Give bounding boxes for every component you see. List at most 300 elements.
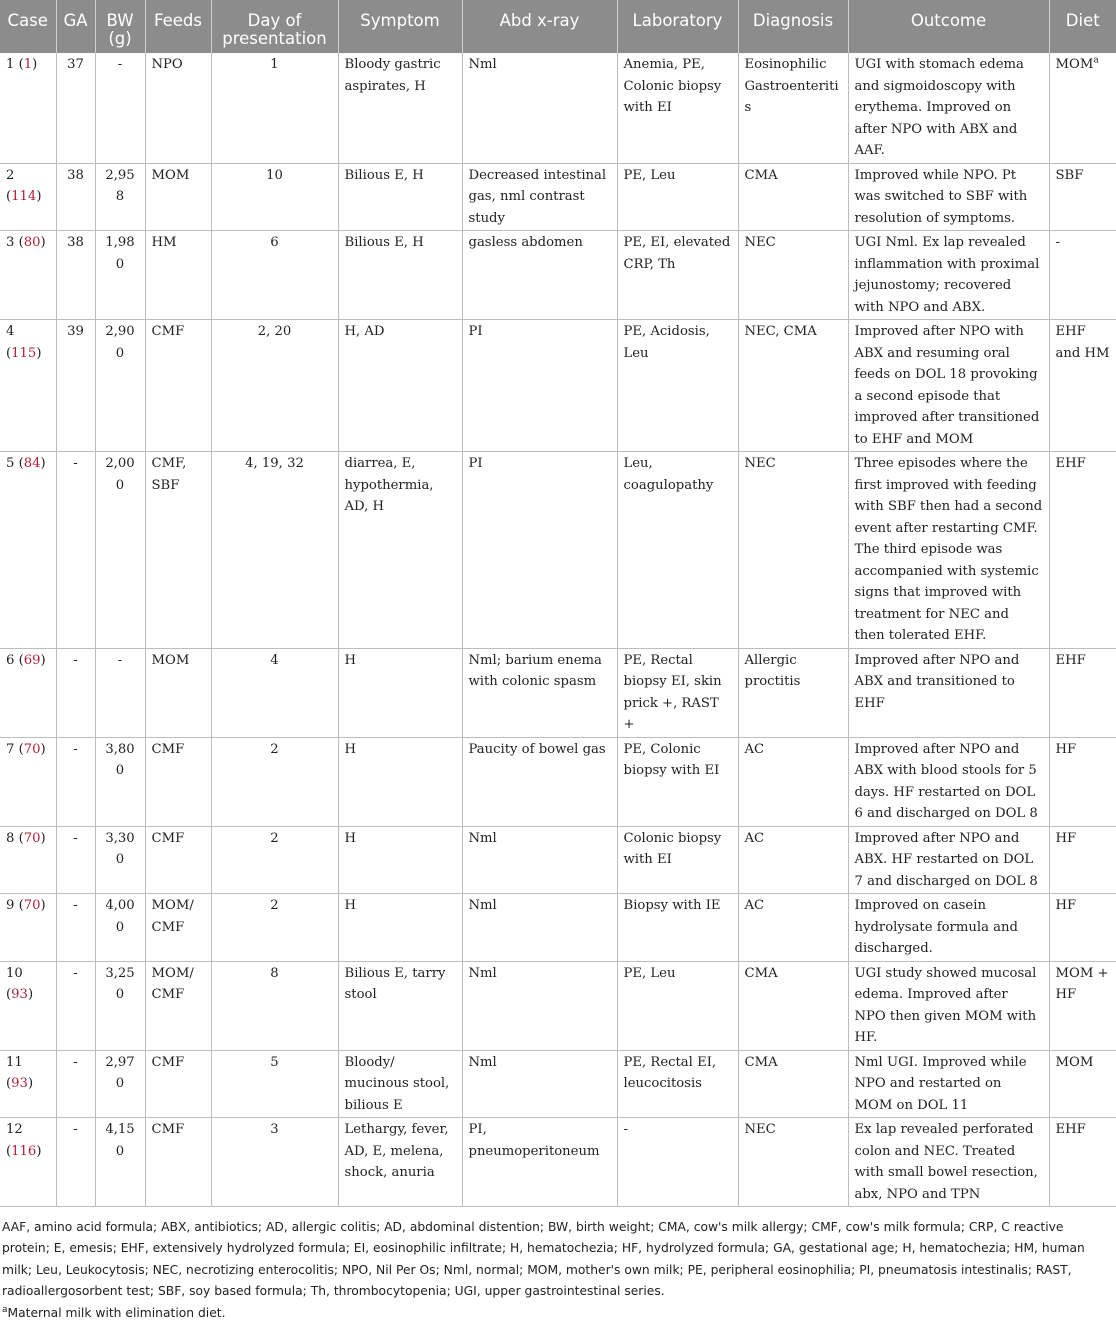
day-value: 2	[270, 830, 279, 846]
cell-xray	[462, 894, 617, 962]
cell-day	[211, 452, 338, 649]
case-number: 8	[6, 830, 15, 846]
lab-value: PE, Rectal biopsy EI, skin prick +, RAST +	[623, 652, 722, 732]
day-value: 6	[270, 235, 279, 250]
xray-value: Nml	[468, 965, 497, 981]
cell-xray	[462, 1050, 617, 1118]
case-number: 10	[6, 965, 23, 981]
cell-diet	[1049, 826, 1116, 894]
feeds-value: CMF	[151, 830, 185, 846]
reference-link[interactable]: 1	[23, 57, 33, 72]
day-value: 1	[270, 57, 279, 72]
symptom-value: H	[344, 898, 357, 913]
table-row	[0, 1118, 1116, 1207]
reference-link[interactable]: 70	[23, 898, 41, 913]
cell-diet	[1049, 231, 1116, 320]
cell-feeds	[145, 163, 211, 231]
bw-value: 4,000	[105, 898, 135, 935]
feeds-value: MOM/ CMF	[151, 898, 194, 935]
cell-outcome	[848, 231, 1049, 320]
diagnosis-value: AC	[744, 741, 765, 757]
diagnosis-value: NEC	[744, 235, 776, 250]
ga-value: -	[73, 456, 78, 471]
cell-bw	[95, 737, 145, 826]
table-row	[0, 737, 1116, 826]
header-bw: BW (g)	[95, 0, 145, 53]
cell-day	[211, 737, 338, 826]
cell-diagnosis	[738, 163, 848, 231]
diet-footnote	[2, 1303, 1114, 1324]
footnote-mark: a	[2, 1304, 8, 1315]
diagnosis-value: CMA	[744, 1054, 778, 1070]
table-row	[0, 231, 1116, 320]
cell-diagnosis	[738, 826, 848, 894]
abbreviations-note: AAF, amino acid formula; ABX, antibiotics; AD, allergic colitis; AD, abdominal distention; BW, birth weight; CMA, cow's milk allergy; CMF, cow's milk formula; CRP, C reactive protein; E, emesis; EHF, extensively hydrolyzed formula; EI, eosinophilic infiltrate; H, hematochezia; HF, hydrolyzed formula; GA, gestational age; H, hematochezia; HM, human milk; Leu, Leukocytosis; NEC, necrotizing enterocolitis; NPO, Nil Per Os; Nml, normal; MOM, mother's own milk; PE, peripheral eosinophilia; PI, pneumatosis intestinalis; RAST, radioallergosorbent test; SBF, soy based formula; Th, thrombocytopenia; UGI, upper gastrointestinal series.	[2, 1220, 1085, 1299]
header-feeds: Feeds	[145, 0, 211, 53]
cell-day	[211, 163, 338, 231]
table-row	[0, 894, 1116, 962]
cell-xray	[462, 737, 617, 826]
diagnosis-value: AC	[744, 898, 765, 913]
header-case: Case	[0, 0, 56, 53]
cell-outcome	[848, 826, 1049, 894]
cell-ga	[56, 320, 95, 452]
feeds-value: CMF	[151, 1054, 185, 1070]
diagnosis-value: NEC, CMA	[744, 324, 817, 339]
diet-value: EHF and HM	[1055, 324, 1110, 361]
case-number: 4	[6, 324, 15, 339]
cell-lab	[617, 53, 738, 163]
cell-diagnosis	[738, 53, 848, 163]
outcome-value: Three episodes where the first improved with feeding with SBF then had a second event after restarting CMF. The third episode was accompanied with systemic signs that improved with treatment for NEC and then tolerated EHF.	[854, 456, 1043, 643]
cell-feeds	[145, 648, 211, 737]
cell-case: 3 (80)	[0, 231, 56, 320]
xray-value: Paucity of bowel gas	[468, 741, 606, 757]
header-diagnosis: Diagnosis	[738, 0, 848, 53]
cell-ga	[56, 163, 95, 231]
cell-diet	[1049, 737, 1116, 826]
cell-bw	[95, 1118, 145, 1207]
cell-day	[211, 1118, 338, 1207]
cell-lab	[617, 1118, 738, 1207]
outcome-value: Nml UGI. Improved while NPO and restarted on MOM on DOL 11	[854, 1054, 1027, 1113]
cell-day	[211, 320, 338, 452]
cell-ga	[56, 648, 95, 737]
xray-value: Nml	[468, 830, 497, 846]
cell-symptom	[338, 1050, 462, 1118]
header-row	[0, 0, 1116, 53]
cell-xray	[462, 826, 617, 894]
cell-ga	[56, 737, 95, 826]
symptom-value: Lethargy, fever, AD, E, melena, shock, anuria	[344, 1122, 449, 1180]
day-value: 2	[270, 898, 279, 913]
table-row	[0, 452, 1116, 649]
reference-link[interactable]: 80	[23, 235, 41, 250]
footnote-text: Maternal milk with elimination diet.	[7, 1305, 226, 1320]
outcome-value: Improved after NPO and ABX and transitioned to EHF	[854, 652, 1020, 711]
cell-lab	[617, 961, 738, 1050]
cell-xray	[462, 1118, 617, 1207]
ga-value: -	[73, 741, 78, 757]
table-body	[0, 53, 1116, 1207]
diagnosis-value: NEC	[744, 1122, 776, 1137]
cell-bw	[95, 894, 145, 962]
case-number: 2	[6, 167, 15, 183]
cell-diagnosis	[738, 452, 848, 649]
outcome-value: Improved while NPO. Pt was switched to SBF with resolution of symptoms.	[854, 167, 1028, 226]
feeds-value: CMF	[151, 1122, 185, 1137]
ga-value: 38	[67, 235, 84, 250]
cell-diagnosis	[738, 737, 848, 826]
cell-case: 10 (93)	[0, 961, 56, 1050]
case-number: 6	[6, 652, 15, 668]
diet-value: EHF	[1055, 456, 1086, 471]
cell-bw	[95, 163, 145, 231]
cell-feeds	[145, 1050, 211, 1118]
day-value: 3	[270, 1122, 279, 1137]
diagnosis-value: AC	[744, 830, 765, 846]
cell-lab	[617, 737, 738, 826]
cell-diet	[1049, 163, 1116, 231]
bw-value: 3,250	[105, 965, 135, 1002]
lab-value: PE, Leu	[623, 167, 676, 183]
header-outcome: Outcome	[848, 0, 1049, 53]
day-value: 2, 20	[257, 324, 292, 339]
reference-link[interactable]: 70	[23, 830, 41, 846]
case-number: 11	[6, 1054, 23, 1070]
cell-bw	[95, 1050, 145, 1118]
symptom-value: diarrea, E, hypothermia, AD, H	[344, 456, 434, 514]
cell-ga	[56, 826, 95, 894]
diagnosis-value: Allergic proctitis	[744, 652, 801, 689]
lab-value: -	[623, 1122, 628, 1137]
table-row	[0, 826, 1116, 894]
cell-case: 12 (116)	[0, 1118, 56, 1207]
header-day-of-presentation: Day of presentation	[211, 0, 338, 53]
cell-bw	[95, 320, 145, 452]
cell-lab	[617, 163, 738, 231]
bw-value: 4,150	[105, 1122, 135, 1159]
cell-outcome	[848, 894, 1049, 962]
symptom-value: H	[344, 830, 357, 846]
bw-value: -	[117, 652, 123, 668]
xray-value: PI	[468, 324, 483, 339]
cell-diet	[1049, 648, 1116, 737]
table-row	[0, 648, 1116, 737]
outcome-value: UGI Nml. Ex lap revealed inflammation with proximal jejunostomy; recovered with NPO and ABX.	[854, 235, 1040, 315]
cell-case: 8 (70)	[0, 826, 56, 894]
bw-value: 2,958	[105, 167, 135, 204]
symptom-value: Bloody/ mucinous stool, bilious E	[344, 1054, 450, 1113]
cell-symptom	[338, 231, 462, 320]
cell-ga	[56, 452, 95, 649]
lab-value: Colonic biopsy with EI	[623, 830, 722, 867]
header-symptom: Symptom	[338, 0, 462, 53]
cell-symptom	[338, 320, 462, 452]
table-header	[0, 0, 1116, 53]
cell-feeds	[145, 961, 211, 1050]
cell-outcome	[848, 648, 1049, 737]
cell-xray	[462, 231, 617, 320]
cell-outcome	[848, 53, 1049, 163]
cell-diet	[1049, 894, 1116, 962]
xray-value: Nml; barium enema with colonic spasm	[468, 652, 602, 689]
cell-lab	[617, 320, 738, 452]
cell-xray	[462, 163, 617, 231]
cell-lab	[617, 894, 738, 962]
diet-value: -	[1055, 235, 1060, 250]
cell-day	[211, 894, 338, 962]
cell-symptom	[338, 826, 462, 894]
table-footnotes	[0, 1207, 1116, 1324]
cell-bw	[95, 826, 145, 894]
cell-symptom	[338, 53, 462, 163]
outcome-value: Improved after NPO and ABX with blood stools for 5 days. HF restarted on DOL 6 and discharged on DOL 8	[854, 741, 1038, 821]
cell-symptom	[338, 737, 462, 826]
cell-day	[211, 1050, 338, 1118]
diet-value: HF	[1055, 898, 1077, 913]
cell-outcome	[848, 1050, 1049, 1118]
diet-value: HF	[1055, 830, 1077, 846]
cell-symptom	[338, 961, 462, 1050]
cell-bw	[95, 648, 145, 737]
symptom-value: Bloody gastric aspirates, H	[344, 57, 441, 94]
lab-value: PE, Acidosis, Leu	[623, 324, 710, 361]
symptom-value: H	[344, 652, 357, 668]
cell-feeds	[145, 231, 211, 320]
cell-diagnosis	[738, 1118, 848, 1207]
bw-value: 2,970	[105, 1054, 135, 1091]
case-number: 5	[6, 456, 15, 471]
cell-ga	[56, 53, 95, 163]
diet-value: EHF	[1055, 1122, 1086, 1137]
cell-case: 11 (93)	[0, 1050, 56, 1118]
cell-outcome	[848, 961, 1049, 1050]
cell-symptom	[338, 163, 462, 231]
outcome-value: Improved after NPO and ABX. HF restarted on DOL 7 and discharged on DOL 8	[854, 830, 1038, 889]
cell-lab	[617, 231, 738, 320]
cell-diagnosis	[738, 961, 848, 1050]
header-diet: Diet	[1049, 0, 1116, 53]
ga-value: -	[73, 652, 78, 668]
cell-outcome	[848, 1118, 1049, 1207]
case-number: 9	[6, 898, 15, 913]
diet-value: MOM	[1055, 1054, 1094, 1070]
cell-symptom	[338, 648, 462, 737]
cell-day	[211, 648, 338, 737]
cell-outcome	[848, 163, 1049, 231]
cell-feeds	[145, 737, 211, 826]
header-laboratory: Laboratory	[617, 0, 738, 53]
reference-link[interactable]: 69	[23, 652, 41, 668]
cell-xray	[462, 320, 617, 452]
ga-value: -	[73, 898, 78, 913]
cell-symptom	[338, 1118, 462, 1207]
cell-lab	[617, 452, 738, 649]
cell-xray	[462, 53, 617, 163]
cell-day	[211, 53, 338, 163]
cell-bw	[95, 452, 145, 649]
cell-lab	[617, 648, 738, 737]
cell-outcome	[848, 737, 1049, 826]
symptom-value: H, AD	[344, 324, 385, 339]
reference-link[interactable]: 70	[23, 741, 41, 757]
cell-diet	[1049, 961, 1116, 1050]
diet-value: MOM	[1055, 57, 1094, 72]
symptom-value: Bilious E, H	[344, 167, 424, 183]
cell-bw	[95, 961, 145, 1050]
cell-ga	[56, 894, 95, 962]
reference-link[interactable]: 93	[11, 1076, 28, 1091]
case-number: 3	[6, 235, 15, 250]
lab-value: PE, Colonic biopsy with EI	[623, 741, 720, 778]
day-value: 4, 19, 32	[245, 456, 304, 471]
cell-diagnosis	[738, 648, 848, 737]
cell-diet	[1049, 452, 1116, 649]
table-row	[0, 320, 1116, 452]
cell-feeds	[145, 320, 211, 452]
cell-outcome	[848, 320, 1049, 452]
case-number: 12	[6, 1122, 23, 1137]
cell-ga	[56, 1050, 95, 1118]
reference-link[interactable]: 84	[23, 456, 41, 471]
ga-value: 37	[67, 57, 84, 72]
outcome-value: Ex lap revealed perforated colon and NEC. Treated with small bowel resection, abx, NPO and TPN	[854, 1122, 1038, 1202]
cell-diet	[1049, 1118, 1116, 1207]
feeds-value: HM	[151, 235, 177, 250]
day-value: 5	[270, 1054, 279, 1070]
diet-value: EHF	[1055, 652, 1086, 668]
feeds-value: MOM	[151, 652, 190, 668]
cell-ga	[56, 231, 95, 320]
table-row	[0, 53, 1116, 163]
diet-value: HF	[1055, 741, 1077, 757]
diagnosis-value: NEC	[744, 456, 776, 471]
cell-bw	[95, 53, 145, 163]
bw-value: -	[117, 57, 123, 72]
symptom-value: Bilious E, H	[344, 235, 424, 250]
xray-value: Nml	[468, 1054, 497, 1070]
outcome-value: Improved on casein hydrolysate formula and discharged.	[854, 898, 1018, 956]
cell-feeds	[145, 53, 211, 163]
lab-value: Leu, coagulopathy	[623, 456, 714, 493]
xray-value: PI, pneumoperitoneum	[468, 1122, 600, 1159]
cell-diet	[1049, 53, 1116, 163]
cell-feeds	[145, 1118, 211, 1207]
ga-value: -	[73, 830, 78, 846]
cell-lab	[617, 826, 738, 894]
lab-value: Anemia, PE, Colonic biopsy with EI	[623, 57, 722, 115]
cell-ga	[56, 961, 95, 1050]
day-value: 2	[270, 741, 279, 757]
diagnosis-value: CMA	[744, 965, 778, 981]
ga-value: -	[73, 1122, 78, 1137]
bw-value: 1,980	[105, 235, 135, 272]
lab-value: PE, EI, elevated CRP, Th	[623, 235, 731, 272]
cell-outcome	[848, 452, 1049, 649]
cell-symptom	[338, 894, 462, 962]
symptom-value: H	[344, 741, 357, 757]
diet-value: MOM + HF	[1055, 965, 1109, 1002]
xray-value: Decreased intestinal gas, nml contrast study	[468, 167, 607, 226]
header-ga: GA	[56, 0, 95, 53]
cell-day	[211, 231, 338, 320]
diagnosis-value: CMA	[744, 167, 778, 183]
cell-case: 7 (70)	[0, 737, 56, 826]
reference-link[interactable]: 93	[11, 987, 28, 1002]
cell-feeds	[145, 894, 211, 962]
cell-feeds	[145, 452, 211, 649]
outcome-value: UGI study showed mucosal edema. Improved after NPO then given MOM with HF.	[854, 965, 1037, 1045]
cell-lab	[617, 1050, 738, 1118]
cell-diagnosis	[738, 1050, 848, 1118]
cell-symptom	[338, 452, 462, 649]
cell-diagnosis	[738, 231, 848, 320]
case-number: 7	[6, 741, 15, 757]
ga-value: -	[73, 965, 78, 981]
ga-value: -	[73, 1054, 78, 1070]
bw-value: 2,900	[105, 324, 135, 361]
day-value: 10	[266, 167, 283, 183]
day-value: 8	[270, 965, 279, 981]
symptom-value: Bilious E, tarry stool	[344, 965, 446, 1002]
reference-link[interactable]: 114	[11, 189, 37, 204]
outcome-value: UGI with stomach edema and sigmoidoscopy with erythema. Improved on after NPO with ABX and AAF.	[854, 57, 1024, 158]
day-value: 4	[270, 652, 279, 668]
header-abd-xray: Abd x-ray	[462, 0, 617, 53]
reference-link[interactable]: 115	[11, 345, 37, 361]
cell-diagnosis	[738, 894, 848, 962]
bw-value: 2,000	[105, 456, 135, 493]
cell-bw	[95, 231, 145, 320]
cell-diagnosis	[738, 320, 848, 452]
feeds-value: MOM/ CMF	[151, 965, 194, 1002]
case-number: 1	[6, 57, 15, 72]
bw-value: 3,300	[105, 830, 135, 867]
cell-feeds	[145, 826, 211, 894]
ga-value: 38	[67, 167, 84, 183]
cell-xray	[462, 961, 617, 1050]
feeds-value: NPO	[151, 57, 183, 72]
bw-value: 3,800	[105, 741, 135, 778]
reference-link[interactable]: 116	[11, 1143, 37, 1159]
cell-case: 9 (70)	[0, 894, 56, 962]
cell-ga	[56, 1118, 95, 1207]
feeds-value: CMF, SBF	[151, 456, 187, 493]
table-row	[0, 163, 1116, 231]
ga-value: 39	[67, 324, 84, 339]
feeds-value: CMF	[151, 741, 185, 757]
feeds-value: CMF	[151, 324, 185, 339]
lab-value: PE, Leu	[623, 965, 676, 981]
cell-case: 4 (115)	[0, 320, 56, 452]
cell-diet	[1049, 320, 1116, 452]
xray-value: Nml	[468, 57, 497, 72]
cell-case: 2 (114)	[0, 163, 56, 231]
cell-diet	[1049, 1050, 1116, 1118]
xray-value: gasless abdomen	[468, 235, 583, 250]
outcome-value: Improved after NPO with ABX and resuming oral feeds on DOL 18 provoking a second episode that improved after transitioned to EHF and MOM	[854, 324, 1040, 447]
table-row	[0, 961, 1116, 1050]
cell-day	[211, 961, 338, 1050]
cell-case: 5 (84)	[0, 452, 56, 649]
table-row	[0, 1050, 1116, 1118]
xray-value: Nml	[468, 898, 497, 913]
lab-value: Biopsy with IE	[623, 898, 721, 913]
diet-value: SBF	[1055, 167, 1084, 183]
xray-value: PI	[468, 456, 483, 471]
diet-footnote-mark: a	[1093, 55, 1099, 66]
